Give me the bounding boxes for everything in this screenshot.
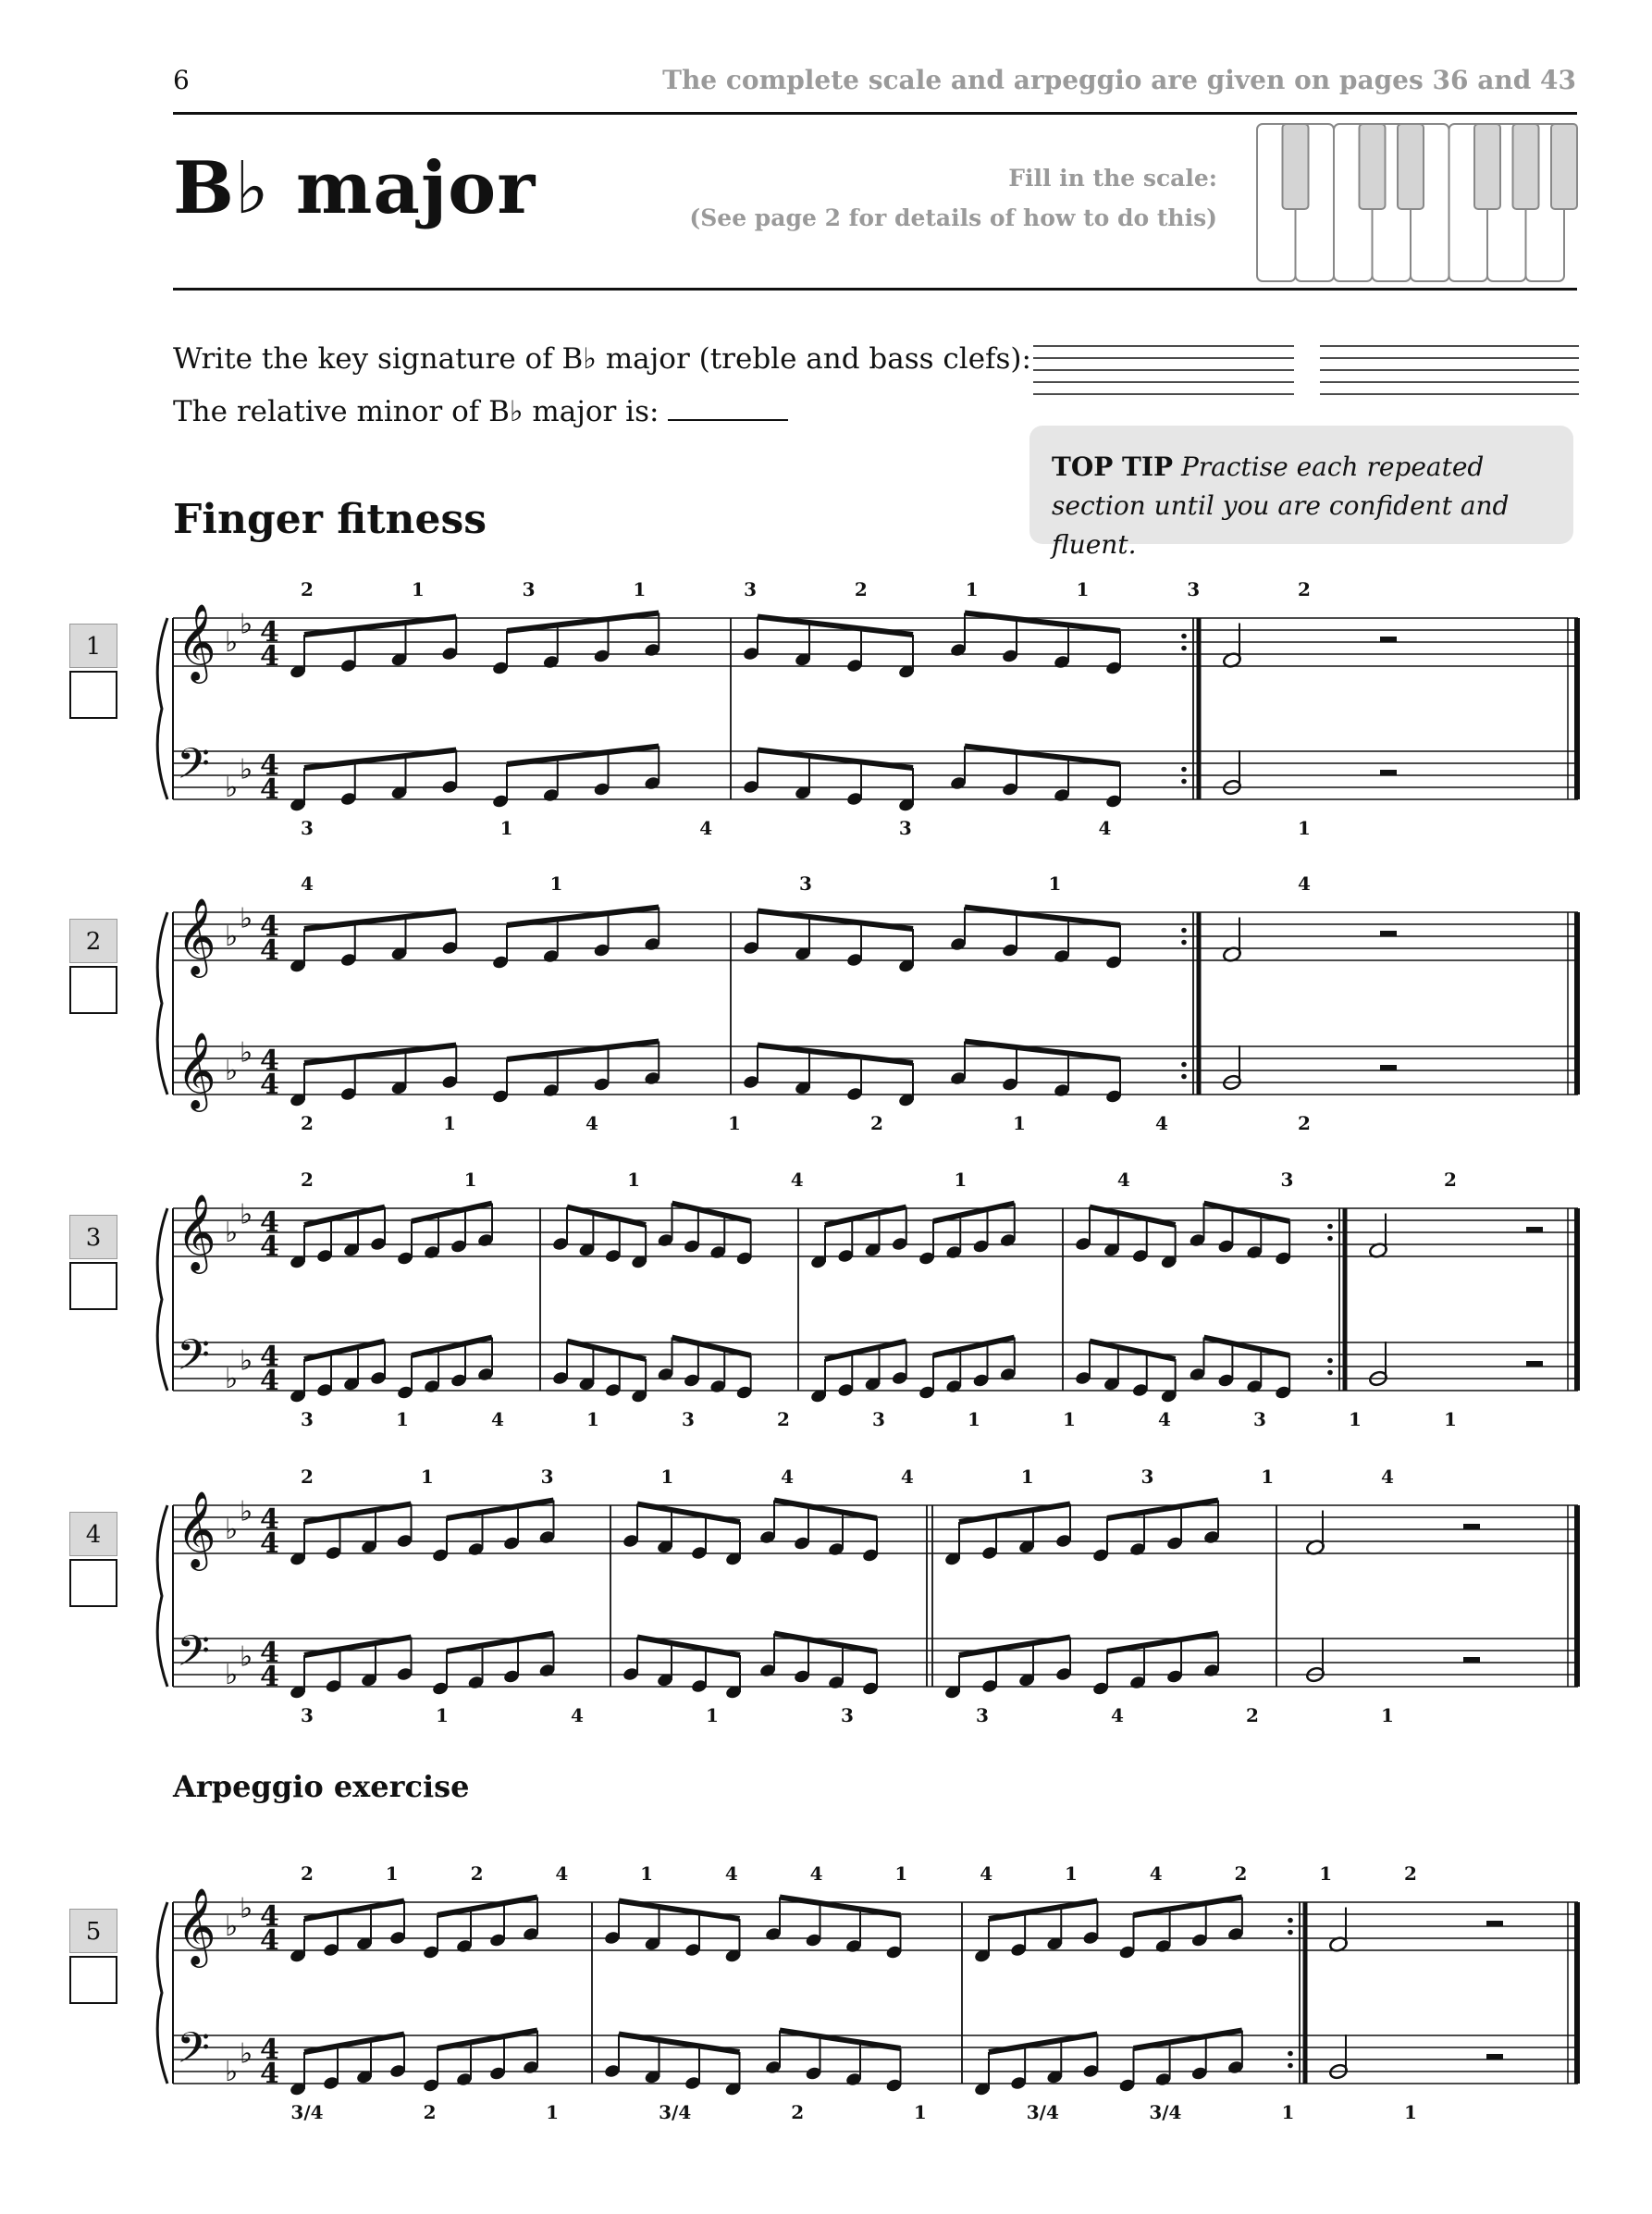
flat-sign: ♭: [240, 902, 253, 935]
flat-sign: ♭: [240, 1344, 253, 1378]
beam: [304, 911, 456, 930]
flat-sign: ♭: [240, 1640, 253, 1674]
beam: [959, 1504, 1070, 1523]
system-brace: [157, 1902, 167, 2084]
flat-sign: ♭: [225, 1659, 239, 1691]
beam: [933, 1204, 1015, 1222]
bass-clef: 𝄢: [177, 1626, 211, 1687]
fingering-number: 1: [1298, 817, 1311, 839]
fingering-number: 1: [411, 578, 425, 600]
repeat-dot: [1327, 1224, 1333, 1230]
system-brace: [157, 1505, 167, 1687]
top-tip-label: TOP TIP: [1052, 451, 1174, 482]
beam: [825, 1207, 906, 1226]
beam: [780, 2031, 901, 2049]
fingering-number: 1: [627, 1169, 641, 1191]
beam: [933, 1338, 1015, 1356]
beam: [1134, 1898, 1242, 1916]
beam: [758, 617, 913, 636]
repeat-dot: [1181, 940, 1187, 946]
repeat-dot: [1181, 779, 1187, 785]
beam: [758, 750, 913, 769]
fill-scale-reference: (See page 2 for details of how to do this): [689, 204, 1217, 231]
fingering-number: 2: [1404, 1862, 1417, 1885]
flat-sign: ♭: [240, 753, 253, 786]
flat-sign: ♭: [225, 626, 239, 659]
repeat-dot: [1288, 2051, 1293, 2057]
fill-scale-instruction: Fill in the scale:: [1008, 165, 1217, 192]
whole-rest: [1526, 1361, 1543, 1367]
beam: [304, 2035, 404, 2053]
beam: [304, 1901, 404, 1920]
flat-sign: ♭: [225, 1055, 239, 1087]
fingering-number: 1: [1261, 1466, 1275, 1488]
time-signature-top: 4: [260, 616, 279, 649]
time-signature-top: 4: [260, 1341, 279, 1373]
flat-sign: ♭: [240, 1198, 253, 1231]
fingering-number: 3: [1140, 1466, 1154, 1488]
fingering-number: 4: [1116, 1169, 1130, 1191]
beam: [447, 1634, 554, 1652]
fingering-number: 2: [854, 578, 868, 600]
exercise-number: 3: [69, 1215, 117, 1259]
fingering-number: 1: [1349, 1408, 1362, 1430]
fingering-number: 1: [640, 1862, 654, 1885]
beam: [438, 2031, 537, 2049]
beam: [304, 1638, 412, 1656]
whole-rest: [1463, 1524, 1480, 1529]
fingering-number: 4: [724, 1862, 738, 1885]
fingering-number: 1: [549, 872, 563, 895]
beam: [959, 1638, 1070, 1656]
beam: [672, 1204, 751, 1222]
fingering-number: 2: [301, 1112, 314, 1134]
flat-sign: ♭: [240, 1892, 253, 1925]
fingering-number: 1: [660, 1466, 674, 1488]
exercise-number: 2: [69, 919, 117, 963]
beam: [1090, 1342, 1176, 1360]
fingering-number: 4: [980, 1862, 993, 1885]
fingering-number: 4: [781, 1466, 795, 1488]
beam: [637, 1638, 740, 1656]
fingering-number: 2: [470, 1862, 484, 1885]
fingering-number: 1: [728, 1112, 741, 1134]
fingering-number: 1: [968, 1408, 980, 1430]
fingering-number: 3: [744, 578, 758, 600]
fingering-number: 2: [791, 2101, 805, 2123]
beam: [567, 1342, 646, 1360]
time-signature-bottom: 4: [260, 1924, 279, 1957]
music-system: [157, 1169, 1578, 1430]
fingering-number: 3: [522, 578, 536, 600]
time-signature-top: 4: [260, 1206, 279, 1239]
whole-rest: [1380, 931, 1397, 936]
whole-rest: [1463, 1657, 1480, 1663]
system-brace: [157, 1208, 167, 1391]
fingering-number: 3: [301, 1704, 314, 1726]
repeat-dot: [1288, 1918, 1293, 1923]
music-system: [157, 578, 1578, 839]
fingering-number: 1: [1064, 1862, 1078, 1885]
music-system: [157, 872, 1578, 1134]
whole-rest: [1380, 770, 1397, 775]
whole-rest: [1486, 2054, 1503, 2059]
fingering-number: 4: [586, 1112, 598, 1134]
top-tip-text: Practise each repeated section until you are confident and fluent.: [1052, 451, 1510, 560]
repeat-dot: [1181, 767, 1187, 773]
beam: [1090, 1207, 1176, 1226]
whole-rest: [1380, 1065, 1397, 1070]
arpeggio-heading: Arpeggio exercise: [173, 1769, 470, 1804]
bass-clef: 𝄢: [177, 739, 211, 799]
repeat-dot: [1327, 1236, 1333, 1242]
fingering-number: 1: [1404, 2101, 1417, 2123]
bass-clef: 𝄢: [177, 2023, 211, 2084]
beam: [774, 1634, 877, 1652]
page-number: 6: [173, 65, 190, 95]
beam: [758, 911, 913, 930]
time-signature-top: 4: [260, 749, 279, 782]
relative-minor-label: The relative minor of B♭ major is:: [173, 395, 660, 428]
flat-sign: ♭: [225, 1911, 239, 1943]
treble-clef: 𝄞: [177, 897, 216, 974]
time-signature-bottom: 4: [260, 1661, 279, 1693]
fingering-number: 4: [790, 1169, 804, 1191]
bass-clef: 𝄢: [177, 1330, 211, 1391]
fingering-number: 1: [1020, 1466, 1034, 1488]
fingering-number: 2: [1444, 1169, 1457, 1191]
fingering-number: 1: [1013, 1112, 1026, 1134]
fingering-number: 3/4: [659, 2101, 692, 2123]
fingering-number: 1: [965, 578, 979, 600]
repeat-dot: [1288, 2063, 1293, 2069]
repeat-dot: [1181, 928, 1187, 934]
beam: [965, 747, 1120, 765]
fingering-number: 1: [1048, 872, 1062, 895]
fingering-number: 2: [301, 1466, 314, 1488]
treble-clef: 𝄞: [177, 1031, 216, 1108]
beam: [965, 613, 1120, 632]
flat-sign: ♭: [240, 1036, 253, 1070]
beam: [507, 1042, 659, 1060]
beam: [412, 1338, 492, 1356]
time-signature-bottom: 4: [260, 1231, 279, 1263]
flat-sign: ♭: [225, 1514, 239, 1546]
fingering-number: 1: [633, 578, 647, 600]
treble-clef: 𝄞: [177, 1193, 216, 1270]
fingering-number: 2: [1246, 1704, 1259, 1726]
section-heading: Finger fitness: [173, 496, 487, 543]
fingering-number: 3: [1280, 1169, 1294, 1191]
fingering-number: 3: [1253, 1408, 1266, 1430]
time-signature-bottom: 4: [260, 2058, 279, 2090]
fingering-number: 4: [491, 1408, 504, 1430]
repeat-dot: [1327, 1370, 1333, 1376]
whole-rest: [1526, 1227, 1543, 1232]
beam: [825, 1342, 906, 1360]
beam: [507, 747, 659, 765]
fingering-number: 1: [443, 1112, 456, 1134]
time-signature-top: 4: [260, 1503, 279, 1536]
flat-sign: ♭: [240, 2037, 253, 2071]
beam: [619, 2035, 740, 2053]
beam: [619, 1901, 740, 1920]
fingering-number: 4: [699, 817, 713, 839]
time-signature-top: 4: [260, 1637, 279, 1669]
flat-sign: ♭: [225, 1217, 239, 1249]
beam: [637, 1504, 740, 1523]
beam: [965, 1042, 1120, 1060]
fingering-number: 1: [1319, 1862, 1333, 1885]
fingering-number: 4: [809, 1862, 823, 1885]
fingering-number: 1: [894, 1862, 908, 1885]
fingering-number: 4: [1111, 1704, 1124, 1726]
fingering-number: 1: [1444, 1408, 1457, 1430]
fingering-number: 3: [301, 1408, 314, 1430]
fingering-number: 3: [872, 1408, 885, 1430]
fingering-number: 4: [1158, 1408, 1171, 1430]
beam: [1204, 1204, 1290, 1222]
time-signature-top: 4: [260, 910, 279, 943]
fingering-number: 2: [301, 1862, 314, 1885]
treble-clef: 𝄞: [177, 1490, 216, 1567]
exercise-number: 5: [69, 1909, 117, 1953]
fingering-number: 1: [499, 817, 513, 839]
beam: [507, 613, 659, 632]
exercise-number: 1: [69, 624, 117, 668]
beam: [758, 1045, 913, 1064]
page-title: B♭ major: [173, 146, 536, 230]
fingering-number: 1: [420, 1466, 434, 1488]
fingering-number: 1: [1076, 578, 1090, 600]
fingering-number: 2: [301, 1169, 314, 1191]
flat-sign: ♭: [225, 2056, 239, 2088]
fingering-number: 1: [546, 2101, 560, 2123]
fingering-number: 4: [571, 1704, 584, 1726]
fingering-number: 1: [954, 1169, 968, 1191]
flat-sign: ♭: [240, 1495, 253, 1528]
fingering-number: 2: [1298, 578, 1311, 600]
fingering-number: 4: [1149, 1862, 1163, 1885]
beam: [304, 617, 456, 636]
fingering-number: 3: [682, 1408, 695, 1430]
repeat-dot: [1181, 646, 1187, 651]
fingering-number: 1: [385, 1862, 399, 1885]
music-system: [157, 1466, 1578, 1726]
beam: [438, 1898, 537, 1916]
time-signature-bottom: 4: [260, 1365, 279, 1397]
fingering-number: 2: [870, 1112, 883, 1134]
fingering-number: 3: [799, 872, 812, 895]
fingering-number: 3: [540, 1466, 554, 1488]
beam: [304, 1207, 385, 1226]
repeat-dot: [1181, 634, 1187, 639]
fingering-number: 1: [586, 1408, 599, 1430]
fingering-number: 3/4: [1026, 2101, 1059, 2123]
fingering-number: 4: [1381, 1466, 1394, 1488]
fingering-number: 2: [1298, 1112, 1311, 1134]
fingering-number: 4: [1298, 872, 1311, 895]
beam: [774, 1501, 877, 1519]
beam: [304, 750, 456, 769]
beam: [780, 1898, 901, 1916]
fingering-number: 2: [777, 1408, 790, 1430]
beam: [507, 908, 659, 926]
flat-sign: ♭: [240, 608, 253, 641]
time-signature-bottom: 4: [260, 773, 279, 806]
fingering-number: 3: [1187, 578, 1201, 600]
fingering-number: 3/4: [290, 2101, 324, 2123]
time-signature-bottom: 4: [260, 1069, 279, 1101]
treble-clef: 𝄞: [177, 1886, 216, 1964]
treble-clef: 𝄞: [177, 602, 216, 680]
fingering-number: 1: [706, 1704, 719, 1726]
fingering-number: 3: [976, 1704, 989, 1726]
whole-rest: [1380, 637, 1397, 642]
music-system: [157, 1862, 1578, 2123]
beam: [304, 1045, 456, 1064]
header-note: The complete scale and arpeggio are given on pages 36 and 43: [662, 65, 1576, 95]
time-signature-bottom: 4: [260, 934, 279, 967]
repeat-dot: [1327, 1358, 1333, 1364]
beam: [412, 1204, 492, 1222]
fingering-number: 2: [301, 578, 314, 600]
system-brace: [157, 618, 167, 799]
time-signature-bottom: 4: [260, 1528, 279, 1560]
beam: [1107, 1501, 1218, 1519]
beam: [1204, 1338, 1290, 1356]
fingering-number: 4: [900, 1466, 914, 1488]
time-signature-top: 4: [260, 2034, 279, 2066]
fingering-number: 4: [301, 872, 314, 895]
fingering-number: 2: [423, 2101, 437, 2123]
beam: [304, 1504, 412, 1523]
fingering-number: 4: [1155, 1112, 1168, 1134]
repeat-dot: [1288, 1930, 1293, 1936]
fingering-number: 3: [301, 817, 314, 839]
beam: [447, 1501, 554, 1519]
fingering-number: 1: [1381, 1704, 1394, 1726]
beam: [304, 1342, 385, 1360]
fingering-number: 1: [436, 1704, 449, 1726]
fingering-number: 3/4: [1149, 2101, 1182, 2123]
fingering-number: 4: [1098, 817, 1112, 839]
flat-sign: ♭: [225, 772, 239, 804]
beam: [989, 1901, 1097, 1920]
fingering-number: 4: [555, 1862, 569, 1885]
time-signature-bottom: 4: [260, 640, 279, 673]
fingering-number: 3: [898, 817, 912, 839]
fingering-number: 2: [1234, 1862, 1248, 1885]
flat-sign: ♭: [225, 921, 239, 953]
fingering-number: 1: [396, 1408, 409, 1430]
flat-sign: ♭: [225, 1363, 239, 1395]
fingering-number: 1: [463, 1169, 477, 1191]
beam: [989, 2035, 1097, 2053]
time-signature-top: 4: [260, 1045, 279, 1077]
fingering-number: 3: [841, 1704, 854, 1726]
system-brace: [157, 912, 167, 1095]
whole-rest: [1486, 1921, 1503, 1926]
exercise-number: 4: [69, 1512, 117, 1556]
beam: [1107, 1634, 1218, 1652]
beam: [965, 908, 1120, 926]
repeat-dot: [1181, 1062, 1187, 1068]
key-signature-question: Write the key signature of B♭ major (treble and bass clefs):: [173, 342, 1031, 376]
fingering-number: 1: [913, 2101, 927, 2123]
beam: [567, 1207, 646, 1226]
repeat-dot: [1181, 1074, 1187, 1080]
fingering-number: 1: [1281, 2101, 1295, 2123]
beam: [672, 1338, 751, 1356]
beam: [1134, 2031, 1242, 2049]
fingering-number: 1: [1063, 1408, 1076, 1430]
time-signature-top: 4: [260, 1900, 279, 1933]
